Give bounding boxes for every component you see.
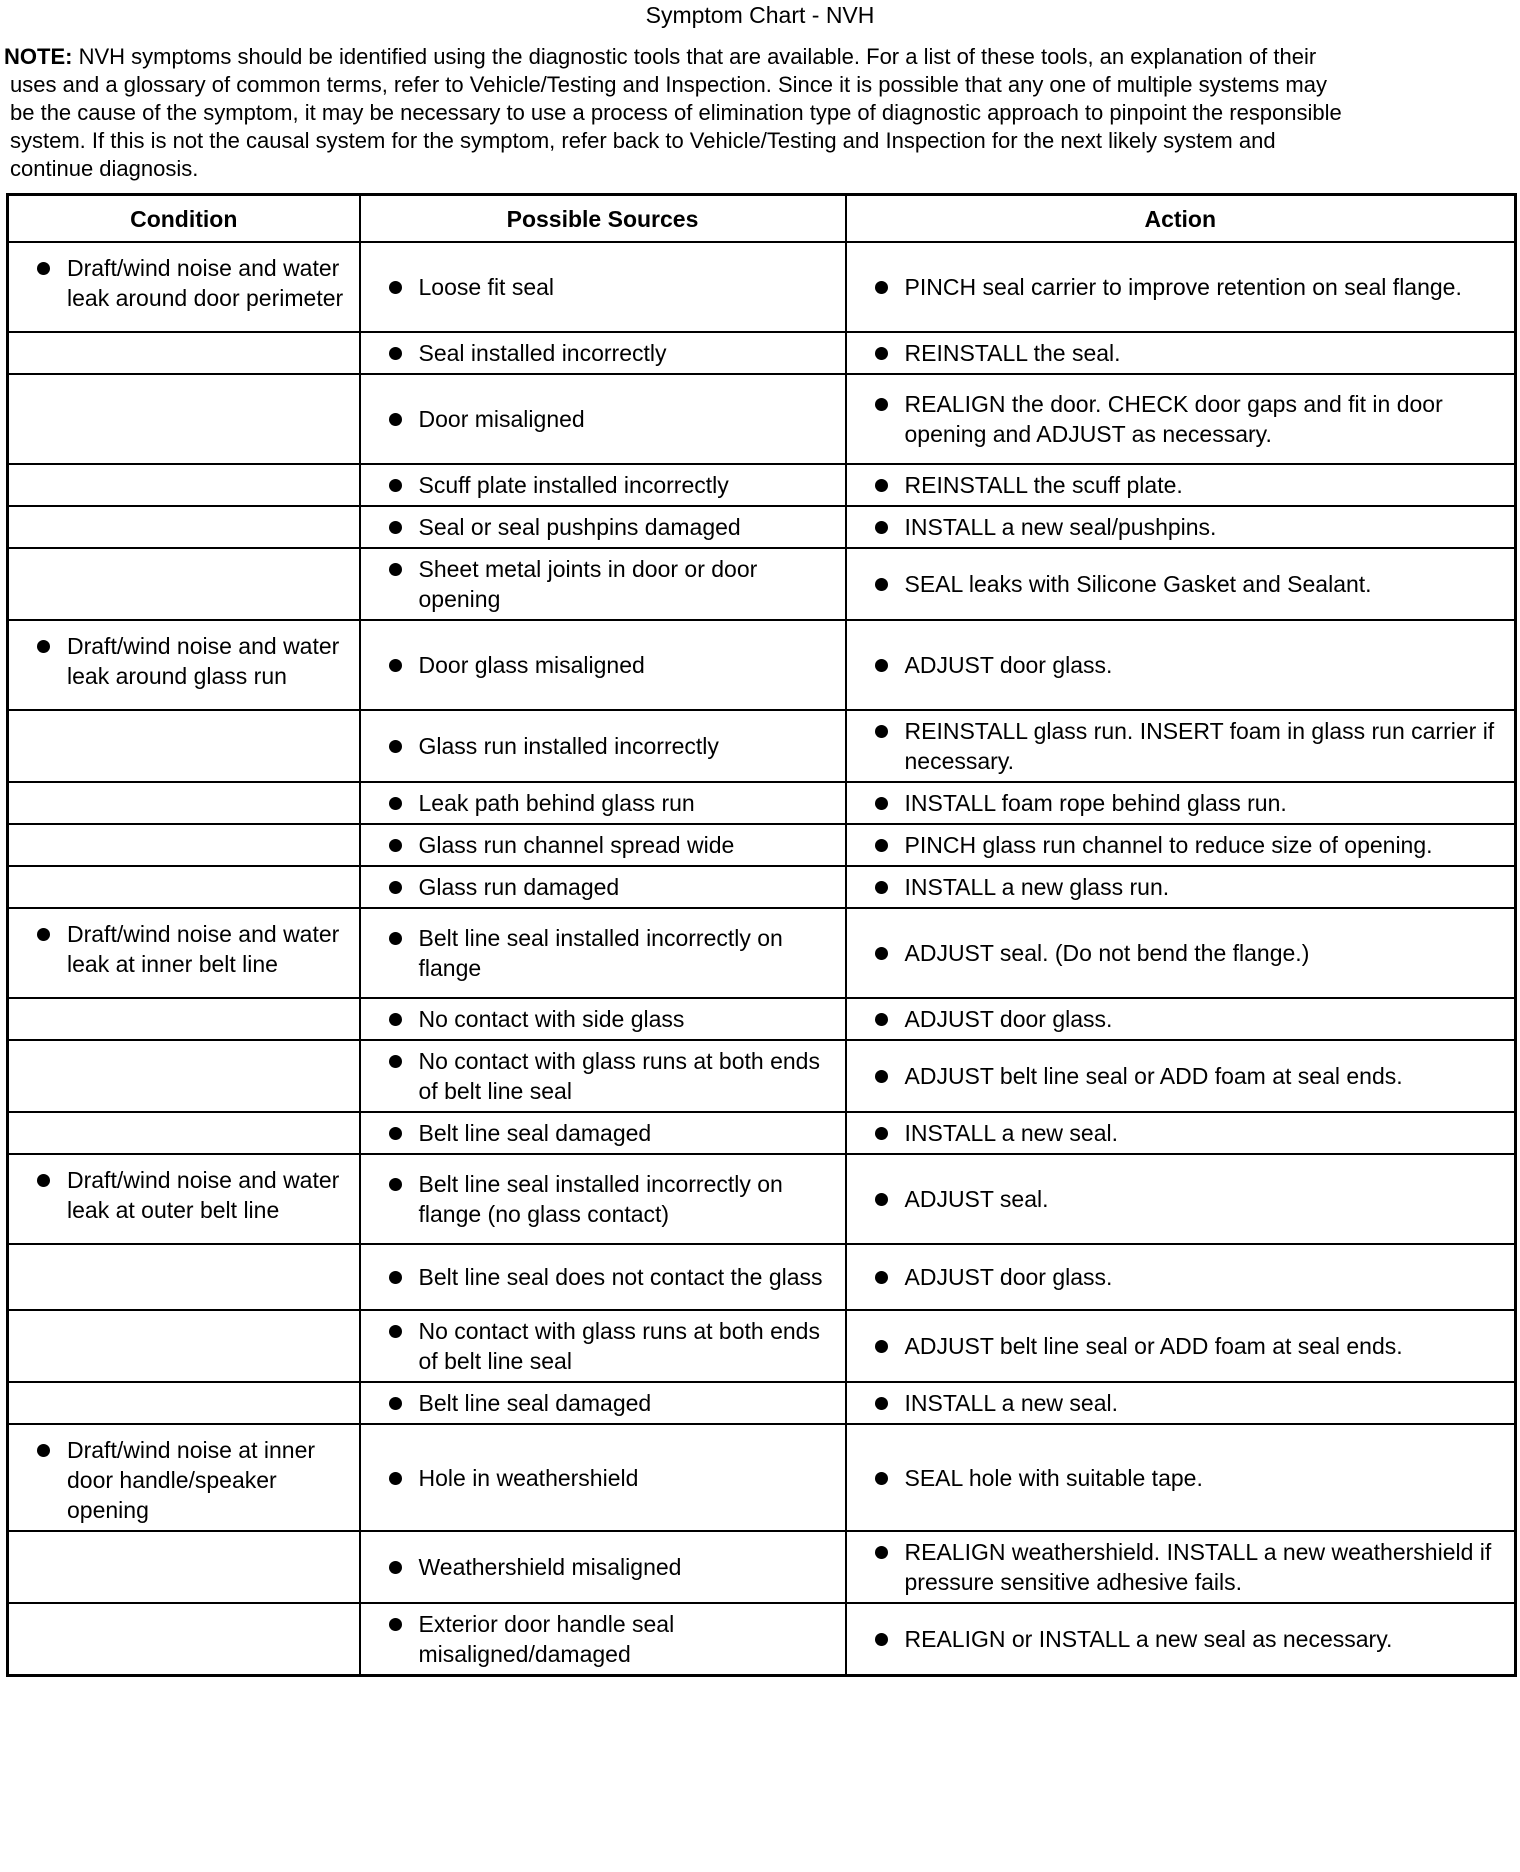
source-cell	[360, 242, 846, 332]
table-row	[8, 1040, 1516, 1112]
bullet-text: ADJUST door glass.	[875, 1262, 1505, 1292]
source-cell	[360, 1112, 846, 1154]
condition-cell	[8, 464, 360, 506]
note-line: continue diagnosis.	[10, 156, 199, 181]
source-cell	[360, 548, 846, 620]
action-cell	[846, 332, 1516, 374]
source-cell	[360, 824, 846, 866]
table-row	[8, 506, 1516, 548]
condition-cell	[8, 866, 360, 908]
bullet-text: SEAL hole with suitable tape.	[875, 1463, 1505, 1493]
bullet-text: REINSTALL glass run. INSERT foam in glass run carrier if necessary.	[875, 716, 1505, 776]
condition-cell	[8, 998, 360, 1040]
table-row	[8, 548, 1516, 620]
source-cell	[360, 1244, 846, 1310]
condition-cell	[8, 548, 360, 620]
source-cell	[360, 1424, 846, 1531]
table-row	[8, 1310, 1516, 1382]
bullet-text: Seal installed incorrectly	[389, 338, 835, 368]
condition-cell	[8, 1382, 360, 1424]
header-condition: Condition	[8, 195, 360, 243]
bullet-text: ADJUST seal.	[875, 1184, 1505, 1214]
action-cell	[846, 374, 1516, 464]
table-row	[8, 332, 1516, 374]
bullet-text: Belt line seal installed incorrectly on flange	[389, 923, 835, 983]
action-cell	[846, 1424, 1516, 1531]
source-cell	[360, 1603, 846, 1676]
bullet-text: Draft/wind noise and water leak around glass run	[37, 631, 349, 691]
bullet-text: Draft/wind noise and water leak at inner belt line	[37, 919, 349, 979]
bullet-text: Door glass misaligned	[389, 650, 835, 680]
condition-cell	[8, 374, 360, 464]
source-cell	[360, 866, 846, 908]
condition-cell	[8, 1244, 360, 1310]
bullet-text: REALIGN or INSTALL a new seal as necessary.	[875, 1624, 1505, 1654]
note-line: be the cause of the symptom, it may be necessary to use a process of elimination type of diagnostic approach to pinpoint the responsible	[10, 100, 1342, 125]
action-cell	[846, 908, 1516, 998]
source-cell	[360, 998, 846, 1040]
table-row	[8, 464, 1516, 506]
bullet-text: Exterior door handle seal misaligned/damaged	[389, 1609, 835, 1669]
note-line: NOTE: NVH symptoms should be identified using the diagnostic tools that are available. For a list of these tools, an explanation of their	[4, 44, 1317, 69]
note-line: uses and a glossary of common terms, refer to Vehicle/Testing and Inspection. Since it is possible that any one of multiple systems may	[10, 72, 1327, 97]
bullet-text: Belt line seal damaged	[389, 1118, 835, 1148]
condition-cell	[8, 1424, 360, 1531]
action-cell	[846, 242, 1516, 332]
condition-cell	[8, 620, 360, 710]
page-title: Symptom Chart - NVH	[645, 2, 875, 28]
table-row	[8, 1112, 1516, 1154]
action-cell	[846, 824, 1516, 866]
bullet-text: Draft/wind noise at inner door handle/speaker opening	[37, 1435, 349, 1525]
bullet-text: No contact with side glass	[389, 1004, 835, 1034]
source-cell	[360, 1154, 846, 1244]
note-line: system. If this is not the causal system for the symptom, refer back to Vehicle/Testing and Inspection for the next likely system and	[10, 128, 1276, 153]
bullet-text: Glass run channel spread wide	[389, 830, 835, 860]
table-row	[8, 242, 1516, 332]
bullet-text: Glass run damaged	[389, 872, 835, 902]
bullet-text: Scuff plate installed incorrectly	[389, 470, 835, 500]
condition-cell	[8, 1603, 360, 1676]
condition-cell	[8, 782, 360, 824]
bullet-text: REINSTALL the scuff plate.	[875, 470, 1505, 500]
table-row	[8, 824, 1516, 866]
action-cell	[846, 506, 1516, 548]
action-cell	[846, 782, 1516, 824]
bullet-text: ADJUST seal. (Do not bend the flange.)	[875, 938, 1505, 968]
source-cell	[360, 1040, 846, 1112]
condition-cell	[8, 242, 360, 332]
bullet-text: ADJUST door glass.	[875, 650, 1505, 680]
bullet-text: PINCH glass run channel to reduce size of opening.	[875, 830, 1505, 860]
source-cell	[360, 374, 846, 464]
source-cell	[360, 782, 846, 824]
table-row	[8, 866, 1516, 908]
condition-cell	[8, 1112, 360, 1154]
condition-cell	[8, 908, 360, 998]
bullet-text: ADJUST belt line seal or ADD foam at seal ends.	[875, 1061, 1505, 1091]
bullet-text: REALIGN weathershield. INSTALL a new weathershield if pressure sensitive adhesive fails.	[875, 1537, 1505, 1597]
table-row	[8, 620, 1516, 710]
bullet-text: INSTALL foam rope behind glass run.	[875, 788, 1505, 818]
table-row	[8, 908, 1516, 998]
bullet-text: Glass run installed incorrectly	[389, 731, 835, 761]
table-header-row	[8, 195, 1516, 243]
note-label: NOTE:	[4, 44, 73, 69]
bullet-text: Belt line seal damaged	[389, 1388, 835, 1418]
table-row	[8, 782, 1516, 824]
bullet-text: INSTALL a new seal/pushpins.	[875, 512, 1505, 542]
table-row	[8, 1382, 1516, 1424]
action-cell	[846, 1154, 1516, 1244]
table-row	[8, 1603, 1516, 1676]
bullet-text: REINSTALL the seal.	[875, 338, 1505, 368]
table-row	[8, 1154, 1516, 1244]
bullet-text: Hole in weathershield	[389, 1463, 835, 1493]
note-paragraph	[4, 43, 1516, 183]
bullet-text: Door misaligned	[389, 404, 835, 434]
bullet-text: Draft/wind noise and water leak at outer belt line	[37, 1165, 349, 1225]
source-cell	[360, 1531, 846, 1603]
source-cell	[360, 908, 846, 998]
bullet-text: ADJUST belt line seal or ADD foam at seal ends.	[875, 1331, 1505, 1361]
bullet-text: Loose fit seal	[389, 272, 835, 302]
header-possible-sources: Possible Sources	[360, 195, 846, 243]
table-row	[8, 374, 1516, 464]
action-cell	[846, 464, 1516, 506]
action-cell	[846, 620, 1516, 710]
action-cell	[846, 1040, 1516, 1112]
condition-cell	[8, 1154, 360, 1244]
bullet-text: INSTALL a new glass run.	[875, 872, 1505, 902]
source-cell	[360, 1382, 846, 1424]
source-cell	[360, 1310, 846, 1382]
action-cell	[846, 866, 1516, 908]
bullet-text: Draft/wind noise and water leak around door perimeter	[37, 253, 349, 313]
bullet-text: Belt line seal installed incorrectly on flange (no glass contact)	[389, 1169, 835, 1229]
condition-cell	[8, 1040, 360, 1112]
table-row	[8, 1244, 1516, 1310]
table-row	[8, 998, 1516, 1040]
action-cell	[846, 1382, 1516, 1424]
condition-cell	[8, 1310, 360, 1382]
source-cell	[360, 710, 846, 782]
condition-cell	[8, 710, 360, 782]
table-row	[8, 710, 1516, 782]
table-row	[8, 1424, 1516, 1531]
source-cell	[360, 620, 846, 710]
bullet-text: No contact with glass runs at both ends of belt line seal	[389, 1316, 835, 1376]
bullet-text: ADJUST door glass.	[875, 1004, 1505, 1034]
condition-cell	[8, 332, 360, 374]
bullet-text: Leak path behind glass run	[389, 788, 835, 818]
source-cell	[360, 506, 846, 548]
bullet-text: PINCH seal carrier to improve retention on seal flange.	[875, 272, 1505, 302]
bullet-text: SEAL leaks with Silicone Gasket and Sealant.	[875, 569, 1505, 599]
table-body	[8, 242, 1516, 1676]
header-action: Action	[846, 195, 1516, 243]
bullet-text: Belt line seal does not contact the glass	[389, 1262, 835, 1292]
action-cell	[846, 1244, 1516, 1310]
action-cell	[846, 1310, 1516, 1382]
condition-cell	[8, 1531, 360, 1603]
action-cell	[846, 710, 1516, 782]
action-cell	[846, 1112, 1516, 1154]
action-cell	[846, 998, 1516, 1040]
source-cell	[360, 332, 846, 374]
bullet-text: Sheet metal joints in door or door opening	[389, 554, 835, 614]
action-cell	[846, 1531, 1516, 1603]
bullet-text: REALIGN the door. CHECK door gaps and fit in door opening and ADJUST as necessary.	[875, 389, 1505, 449]
action-cell	[846, 1603, 1516, 1676]
bullet-text: Seal or seal pushpins damaged	[389, 512, 835, 542]
bullet-text: INSTALL a new seal.	[875, 1388, 1505, 1418]
action-cell	[846, 548, 1516, 620]
source-cell	[360, 464, 846, 506]
condition-cell	[8, 824, 360, 866]
bullet-text: No contact with glass runs at both ends of belt line seal	[389, 1046, 835, 1106]
bullet-text: INSTALL a new seal.	[875, 1118, 1505, 1148]
bullet-text: Weathershield misaligned	[389, 1552, 835, 1582]
table-row	[8, 1531, 1516, 1603]
condition-cell	[8, 506, 360, 548]
symptom-table	[6, 193, 1517, 1677]
